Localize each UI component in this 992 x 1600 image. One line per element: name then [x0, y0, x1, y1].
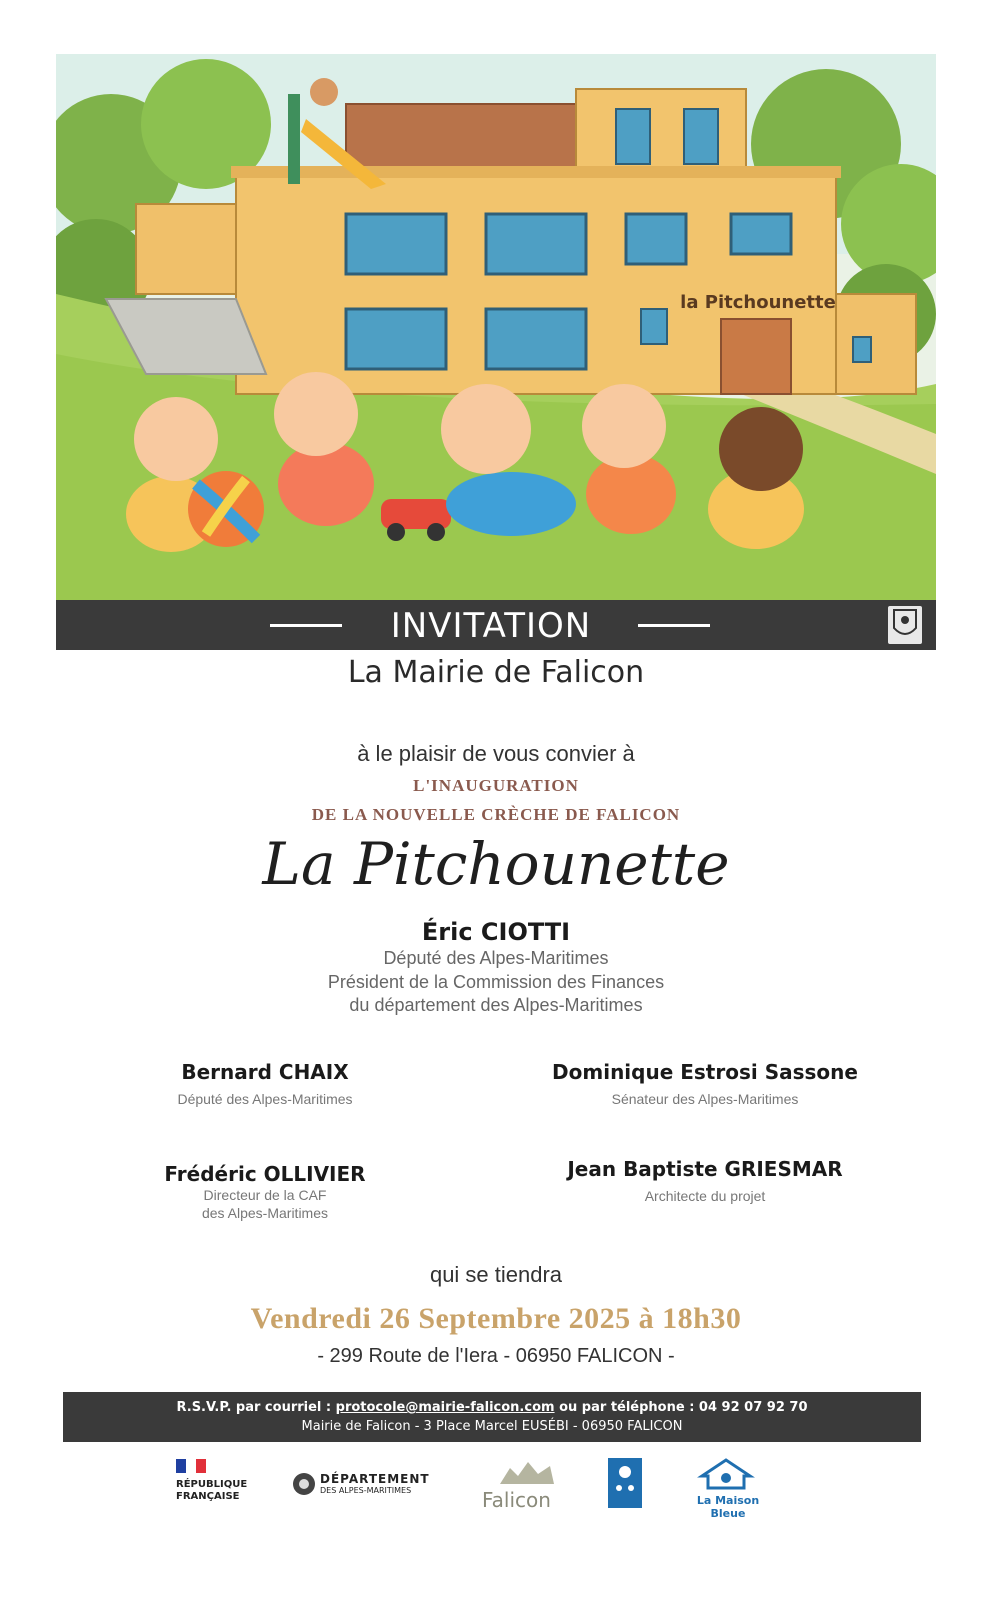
republique-line-1: RÉPUBLIQUE — [176, 1479, 248, 1490]
falicon-logo — [482, 1458, 562, 1538]
building-sign: la Pitchounette — [680, 292, 836, 313]
event-date: Vendredi 26 Septembre 2025 à 18h30 — [250, 1302, 742, 1335]
guest-title: Sénateur des Alpes-Maritimes — [611, 1091, 799, 1107]
caf-logo — [608, 1458, 642, 1538]
guest-name: Jean Baptiste GRIESMAR — [567, 1157, 843, 1181]
event-line-2: DE LA NOUVELLE CRÈCHE DE FALICON — [311, 805, 681, 824]
guest-name: Dominique Estrosi Sassone — [552, 1060, 858, 1084]
rsvp-line-2: Mairie de Falicon - 3 Place Marcel EUSÉBI - 06950 FALICON — [301, 1419, 683, 1434]
falicon-logo-text: Falicon — [482, 1488, 551, 1512]
creche-illustration — [56, 54, 936, 604]
guest-name: Frédéric OLLIVIER — [164, 1162, 366, 1186]
banner-rule-right — [638, 624, 710, 627]
guest-card — [550, 1157, 860, 1205]
maison-bleue-text: La Maison Bleue — [696, 1494, 760, 1520]
vip-title-3: du département des Alpes-Maritimes — [349, 995, 643, 1015]
rsvp-line-1 — [63, 1400, 921, 1415]
invitation-title: INVITATION — [390, 606, 592, 646]
guest-card — [130, 1060, 400, 1108]
creche-name: La Pitchounette — [262, 830, 730, 898]
rsvp-bar — [63, 1392, 921, 1442]
rsvp-prefix: R.S.V.P. par courriel : — [176, 1400, 336, 1415]
rsvp-email-link[interactable]: protocole@mairie-falicon.com — [335, 1400, 555, 1415]
guest-title-line-1: Directeur de la CAF — [203, 1187, 327, 1203]
republique-line-2: FRANÇAISE — [176, 1491, 240, 1502]
vip-title-1: Député des Alpes-Maritimes — [383, 948, 609, 968]
rsvp-phone: ou par téléphone : 04 92 07 92 70 — [554, 1400, 808, 1415]
ball — [188, 471, 264, 547]
held-text: qui se tiendra — [429, 1262, 563, 1287]
house-icon — [696, 1458, 756, 1490]
falicon-crest-icon — [888, 606, 922, 644]
republique-francaise-logo — [176, 1458, 256, 1538]
falicon-village-icon — [496, 1458, 556, 1486]
guest-title: Architecte du projet — [644, 1188, 766, 1204]
guest-card — [130, 1162, 400, 1222]
maison-bleue-logo — [678, 1458, 778, 1538]
vip-title-2: Président de la Commission des Finances — [327, 972, 665, 992]
invitation-banner — [56, 600, 936, 650]
vip-name: Éric CIOTTI — [421, 918, 571, 946]
french-flag-icon — [176, 1459, 206, 1473]
host-name: La Mairie de Falicon — [347, 655, 645, 690]
banner-rule-left — [270, 624, 342, 627]
hero-illustration — [56, 54, 936, 604]
departement-logo — [292, 1472, 442, 1552]
guest-name: Bernard CHAIX — [181, 1060, 349, 1084]
departement-line-2: DES ALPES-MARITIMES — [320, 1486, 412, 1495]
guest-title: Député des Alpes-Maritimes — [177, 1091, 353, 1107]
partner-logos — [0, 1458, 992, 1538]
departement-emblem-icon — [292, 1472, 316, 1496]
guest-card — [550, 1060, 860, 1108]
event-address: - 299 Route de l'Iera - 06950 FALICON - — [317, 1345, 675, 1367]
intro-text: à le plaisir de vous convier à — [357, 741, 635, 766]
guest-title-line-2: des Alpes-Maritimes — [201, 1205, 329, 1221]
caf-icon — [608, 1458, 642, 1508]
event-line-1: L'INAUGURATION — [413, 776, 579, 795]
departement-line-1: DÉPARTEMENT — [320, 1472, 430, 1486]
